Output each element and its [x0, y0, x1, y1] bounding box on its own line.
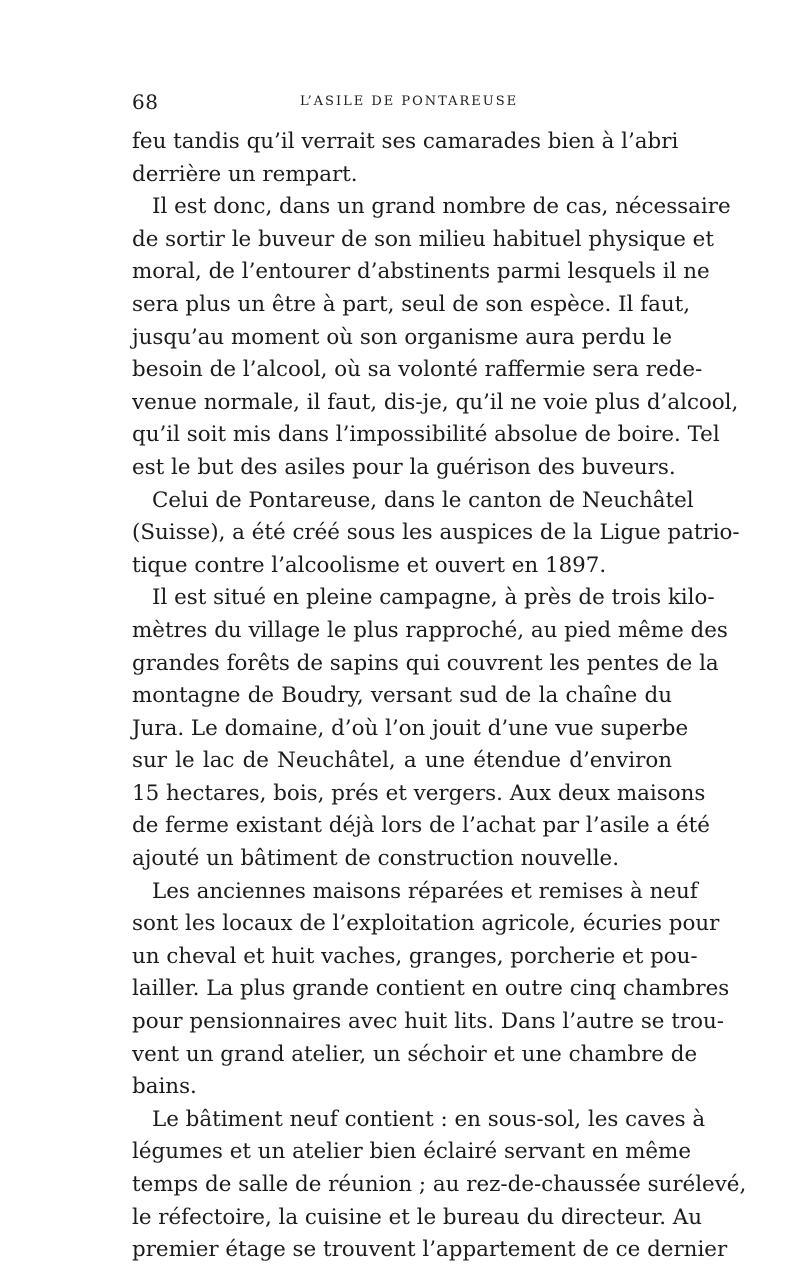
text-line: bains.	[132, 1074, 197, 1100]
body-text	[132, 126, 747, 1267]
text-line: Il est situé en pleine campagne, à près de trois kilo-	[152, 585, 715, 611]
text-line: mètres du village le plus rapproché, au pied même des	[132, 617, 728, 643]
text-line: Jura. Le domaine, d’où l’on jouit d’une vue superbe	[132, 715, 689, 741]
text-line: jusqu’au moment où son organisme aura perdu le	[132, 324, 672, 350]
text-line: de sortir le buveur de son milieu habituel physique et	[132, 226, 714, 252]
text-line: grandes forêts de sapins qui couvrent les pentes de la	[132, 650, 719, 676]
text-line: feu tandis qu’il verrait ses camarades bien à l’abri	[132, 129, 679, 154]
text-line: 15 hectares, bois, prés et vergers. Aux deux maisons	[132, 780, 706, 806]
text-line: vent un grand atelier, un séchoir et une chambre de	[132, 1041, 698, 1067]
text-line: moral, de l’entourer d’abstinents parmi lesquels il ne	[132, 259, 710, 285]
text-line: (Suisse), a été créé sous les auspices de la Ligue patrio-	[132, 520, 740, 546]
text-line: tique contre l’alcoolisme et ouvert en 1897.	[132, 552, 607, 578]
text-line: derrière un rempart.	[132, 161, 358, 187]
text-line: Les anciennes maisons réparées et remises à neuf	[152, 878, 698, 904]
text-line: sera plus un être à part, seul de son espèce. Il faut,	[132, 291, 691, 317]
text-line: sont les locaux de l’exploitation agricole, écuries pour	[132, 911, 720, 937]
text-line: est le but des asiles pour la guérison des buveurs.	[132, 454, 676, 480]
text-line: Il est donc, dans un grand nombre de cas, nécessaire	[152, 194, 731, 220]
page-number: 68	[132, 90, 159, 114]
text-line: Le bâtiment neuf contient : en sous-sol, les caves à	[152, 1106, 706, 1132]
text-line: qu’il soit mis dans l’impossibilité absolue de boire. Tel	[132, 422, 720, 448]
text-line: ajouté un bâtiment de construction nouvelle.	[132, 846, 619, 872]
running-title: L’ASILE DE PONTAREUSE	[300, 94, 519, 109]
text-line: temps de salle de réunion ; au rez-de-chaussée surélevé,	[132, 1172, 747, 1197]
text-line: premier étage se trouvent l’appartement de ce dernier	[132, 1237, 728, 1263]
text-line: un cheval et huit vaches, granges, porcherie et pou-	[132, 943, 698, 969]
text-line: venue normale, il faut, dis-je, qu’il ne voie plus d’alcool,	[132, 389, 739, 415]
text-line: lailler. La plus grande contient en outre cinq chambres	[132, 976, 730, 1002]
text-line: sur le lac de Neuchâtel, a une étendue d’environ	[132, 748, 672, 774]
page-header	[132, 88, 672, 118]
text-line: montagne de Boudry, versant sud de la chaîne du	[132, 683, 672, 709]
text-line: Celui de Pontareuse, dans le canton de Neuchâtel	[152, 487, 694, 513]
text-line: de ferme existant déjà lors de l’achat par l’asile a été	[132, 813, 710, 839]
text-line: légumes et un atelier bien éclairé servant en même	[132, 1139, 691, 1165]
text-line: besoin de l’alcool, où sa volonté raffermie sera rede-	[132, 357, 703, 383]
text-line: pour pensionnaires avec huit lits. Dans l’autre se trou-	[132, 1009, 724, 1035]
text-line: le réfectoire, la cuisine et le bureau du directeur. Au	[132, 1204, 703, 1230]
